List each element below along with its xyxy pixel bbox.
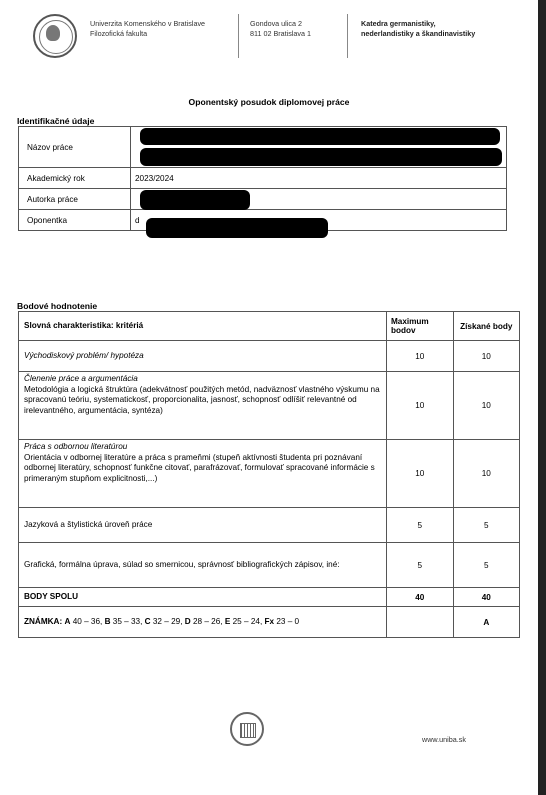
letterhead — [33, 14, 503, 64]
scoring-heading: Bodové hodnotenie — [17, 301, 98, 311]
final-grade: A — [453, 607, 519, 638]
got-points: 5 — [453, 508, 519, 543]
redaction-bar — [140, 148, 502, 166]
got-points: 5 — [453, 543, 519, 588]
table-header-row — [19, 312, 520, 341]
criterion-cell — [19, 440, 387, 508]
redaction-bar — [140, 128, 500, 145]
university-name: Univerzita Komenského v Bratislave Filozofická fakulta — [90, 19, 206, 38]
criterion-title: Jazyková a štylistická úroveň práce — [19, 508, 387, 543]
max-points: 10 — [386, 341, 453, 372]
identification-heading: Identifikačné údaje — [17, 116, 95, 126]
label-opponent: Oponentka — [19, 210, 131, 231]
redaction-bar — [146, 218, 328, 238]
scoring-table — [18, 311, 520, 638]
criterion-title: Práca s odbornou literatúrou — [24, 442, 128, 451]
criterion-description: Metodológia a logická štruktúra (adekvátnosť použitých metód, nadväznosť vlastného výskumu na spracovanú teóriu, systematickosť, proporcionalita, jasnosť, schopnosť odlíšiť relevantné od irelevantného, argumentácia, syntéza) — [24, 384, 380, 415]
value-opponent: d — [131, 210, 507, 231]
grade-empty — [386, 607, 453, 638]
header-divider — [347, 14, 348, 58]
grade-scale: ZNÁMKA: A 40 – 36, B 35 – 33, C 32 – 29, D 28 – 26, E 25 – 24, Fx 23 – 0 — [19, 607, 387, 638]
got-points: 10 — [453, 440, 519, 508]
total-got: 40 — [453, 588, 519, 607]
max-points: 10 — [386, 372, 453, 440]
table-row — [19, 189, 507, 210]
max-points: 5 — [386, 543, 453, 588]
table-row — [19, 508, 520, 543]
max-points: 5 — [386, 508, 453, 543]
table-row — [19, 341, 520, 372]
total-row — [19, 588, 520, 607]
university-seal-icon — [33, 14, 77, 58]
website-url: www.uniba.sk — [422, 735, 466, 744]
criterion-cell — [19, 341, 387, 372]
criterion-title: Grafická, formálna úprava, súlad so smernicou, správnosť bibliografických zápisov, iné: — [19, 543, 387, 588]
viewer-background — [538, 0, 546, 795]
building-logo-icon — [230, 712, 264, 746]
table-row — [19, 440, 520, 508]
max-points: 10 — [386, 440, 453, 508]
total-label: BODY SPOLU — [19, 588, 387, 607]
table-row — [19, 168, 507, 189]
table-row — [19, 372, 520, 440]
got-points: 10 — [453, 341, 519, 372]
criterion-title: Východiskový problém/ hypotéza — [24, 350, 144, 360]
label-academic-year: Akademický rok — [19, 168, 131, 189]
grade-row — [19, 607, 520, 638]
table-row — [19, 543, 520, 588]
criterion-title: Členenie práce a argumentácia — [24, 374, 138, 383]
label-author: Autorka práce — [19, 189, 131, 210]
header-divider — [238, 14, 239, 58]
label-title: Názov práce — [19, 127, 131, 168]
redaction-bar — [140, 190, 250, 210]
document-title: Oponentský posudok diplomovej práce — [188, 97, 350, 107]
header-got: Získané body — [453, 312, 519, 341]
total-max: 40 — [386, 588, 453, 607]
criterion-cell — [19, 372, 387, 440]
criterion-description: Orientácia v odbornej literatúre a práca s prameňmi (stupeň aktívnosti študenta pri poznávaní odbornej literatúry, schopnosť funkčne citovať, parafrázovať, formulovať spracované informácie s primeraným stupňom explicitnosti,...) — [24, 452, 375, 483]
university-address: Gondova ulica 2 811 02 Bratislava 1 — [250, 19, 311, 38]
got-points: 10 — [453, 372, 519, 440]
department-name: Katedra germanistiky, nederlandistiky a škandinavistiky — [361, 19, 476, 38]
header-max: Maximum bodov — [386, 312, 453, 341]
header-criteria: Slovná charakteristika: kritériá — [19, 312, 387, 341]
value-academic-year: 2023/2024 — [131, 168, 507, 189]
